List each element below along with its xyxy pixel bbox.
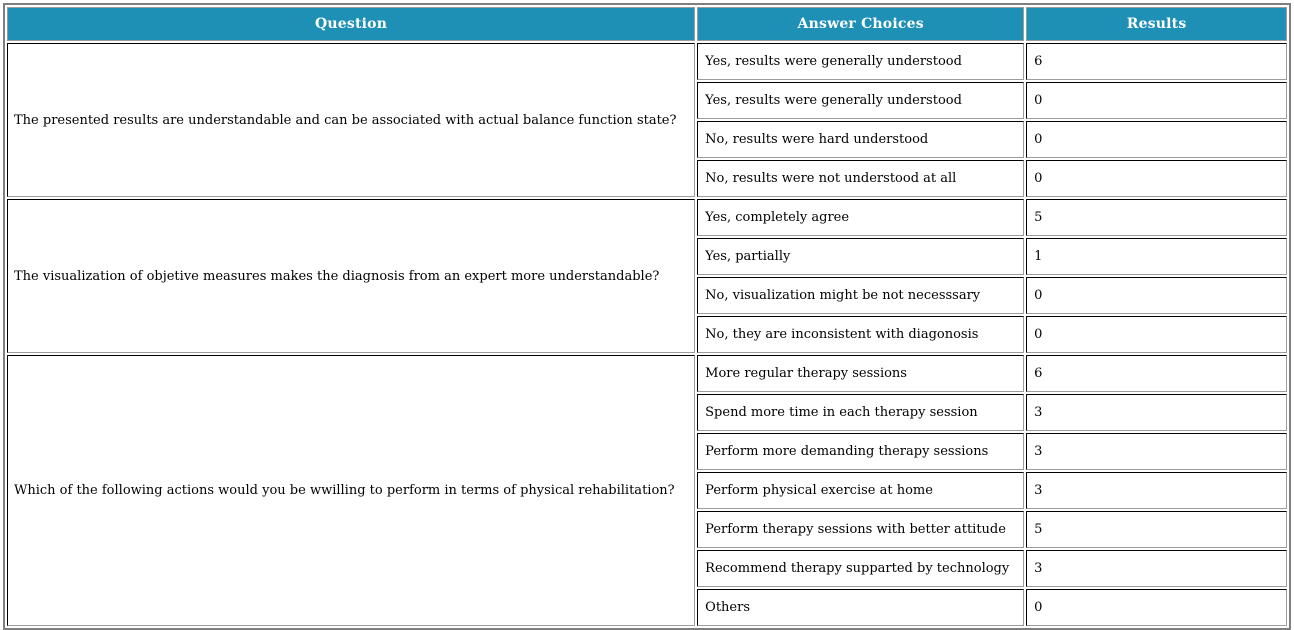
- result-cell: 0: [1026, 589, 1287, 626]
- result-cell: 6: [1026, 355, 1287, 392]
- result-cell: 0: [1026, 277, 1287, 314]
- result-cell: 3: [1026, 550, 1287, 587]
- result-cell: 3: [1026, 472, 1287, 509]
- result-cell: 5: [1026, 511, 1287, 548]
- answer-choice-cell: No, results were hard understood: [697, 121, 1024, 158]
- answer-choice-cell: Spend more time in each therapy session: [697, 394, 1024, 431]
- result-cell: 0: [1026, 121, 1287, 158]
- answer-choice-cell: Others: [697, 589, 1024, 626]
- answer-choice-cell: Perform physical exercise at home: [697, 472, 1024, 509]
- result-cell: 6: [1026, 43, 1287, 80]
- column-header-question: Question: [7, 7, 695, 41]
- column-header-results: Results: [1026, 7, 1287, 41]
- question-cell: Which of the following actions would you be wwilling to perform in terms of physical rehabilitation?: [7, 355, 695, 626]
- result-cell: 0: [1026, 82, 1287, 119]
- result-cell: 1: [1026, 238, 1287, 275]
- answer-choice-cell: Yes, completely agree: [697, 199, 1024, 236]
- column-header-answer-choices: Answer Choices: [697, 7, 1024, 41]
- answer-choice-cell: More regular therapy sessions: [697, 355, 1024, 392]
- answer-choice-cell: Perform therapy sessions with better attitude: [697, 511, 1024, 548]
- answer-choice-cell: Perform more demanding therapy sessions: [697, 433, 1024, 470]
- table-header: [7, 7, 1287, 41]
- result-cell: 0: [1026, 316, 1287, 353]
- question-cell: The presented results are understandable and can be associated with actual balance function state?: [7, 43, 695, 197]
- result-cell: 3: [1026, 394, 1287, 431]
- table-row: [7, 199, 1287, 236]
- answer-choice-cell: Yes, partially: [697, 238, 1024, 275]
- question-cell: The visualization of objetive measures makes the diagnosis from an expert more understandable?: [7, 199, 695, 353]
- answer-choice-cell: Yes, results were generally understood: [697, 43, 1024, 80]
- header-row: [7, 7, 1287, 41]
- result-cell: 3: [1026, 433, 1287, 470]
- answer-choice-cell: No, visualization might be not necesssary: [697, 277, 1024, 314]
- answer-choice-cell: No, results were not understood at all: [697, 160, 1024, 197]
- answer-choice-cell: Yes, results were generally understood: [697, 82, 1024, 119]
- result-cell: 0: [1026, 160, 1287, 197]
- answer-choice-cell: No, they are inconsistent with diagonosis: [697, 316, 1024, 353]
- survey-results-table: [3, 3, 1291, 630]
- result-cell: 5: [1026, 199, 1287, 236]
- table-row: [7, 43, 1287, 80]
- table-row: [7, 355, 1287, 392]
- table-body: [7, 43, 1287, 626]
- answer-choice-cell: Recommend therapy supparted by technology: [697, 550, 1024, 587]
